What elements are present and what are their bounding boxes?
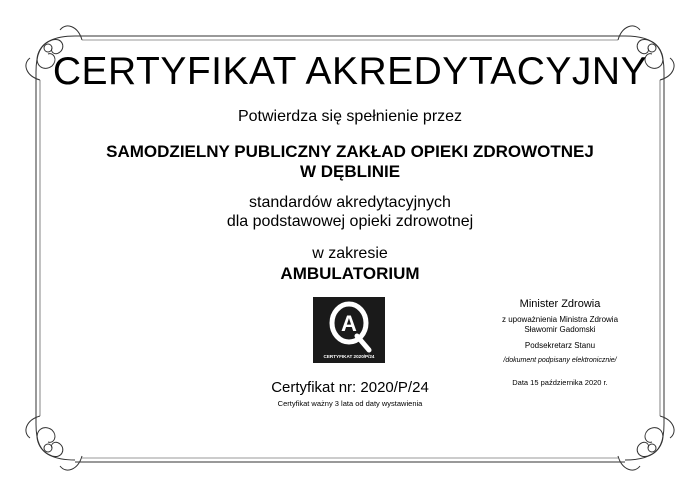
certificate-validity: Certyfikat ważny 3 lata od daty wystawienia — [277, 399, 423, 408]
logo-caption: CERTYFIKAT 2020/P/24 — [323, 354, 375, 359]
issue-date: Data 15 października 2020 r. — [512, 378, 608, 387]
corner-ornament-bottom-left — [26, 416, 82, 470]
corner-ornament-bottom-right — [618, 416, 674, 470]
standards-line2: dla podstawowej opieki zdrowotnej — [226, 213, 474, 230]
confirmation-text: Potwierdza się spełnienie przez — [237, 108, 463, 125]
certificate-title: CERTYFIKAT AKREDYTACYJNY — [52, 50, 648, 93]
certificate-number: Certyfikat nr: 2020/P/24 — [271, 379, 429, 396]
signatory-name: Sławomir Gadomski — [524, 325, 596, 334]
logo-letter: A — [341, 311, 357, 336]
signatory-position: Podsekretarz Stanu — [524, 341, 596, 350]
accreditation-logo — [311, 296, 387, 364]
scope-label: w zakresie — [312, 245, 388, 262]
scope-value: AMBULATORIUM — [280, 264, 420, 283]
signatory-title: Minister Zdrowia — [519, 298, 601, 310]
standards-line1: standardów akredytacyjnych — [249, 194, 451, 211]
institution-name-line1: SAMODZIELNY PUBLICZNY ZAKŁAD OPIEKI ZDROWOTNEJ — [106, 142, 594, 161]
electronic-signature-note: /dokument podpisany elektronicznie/ — [503, 357, 617, 364]
signatory-authorization: z upoważnienia Ministra Zdrowia — [501, 315, 619, 324]
institution-name-line2: W DĘBLINIE — [299, 162, 401, 181]
